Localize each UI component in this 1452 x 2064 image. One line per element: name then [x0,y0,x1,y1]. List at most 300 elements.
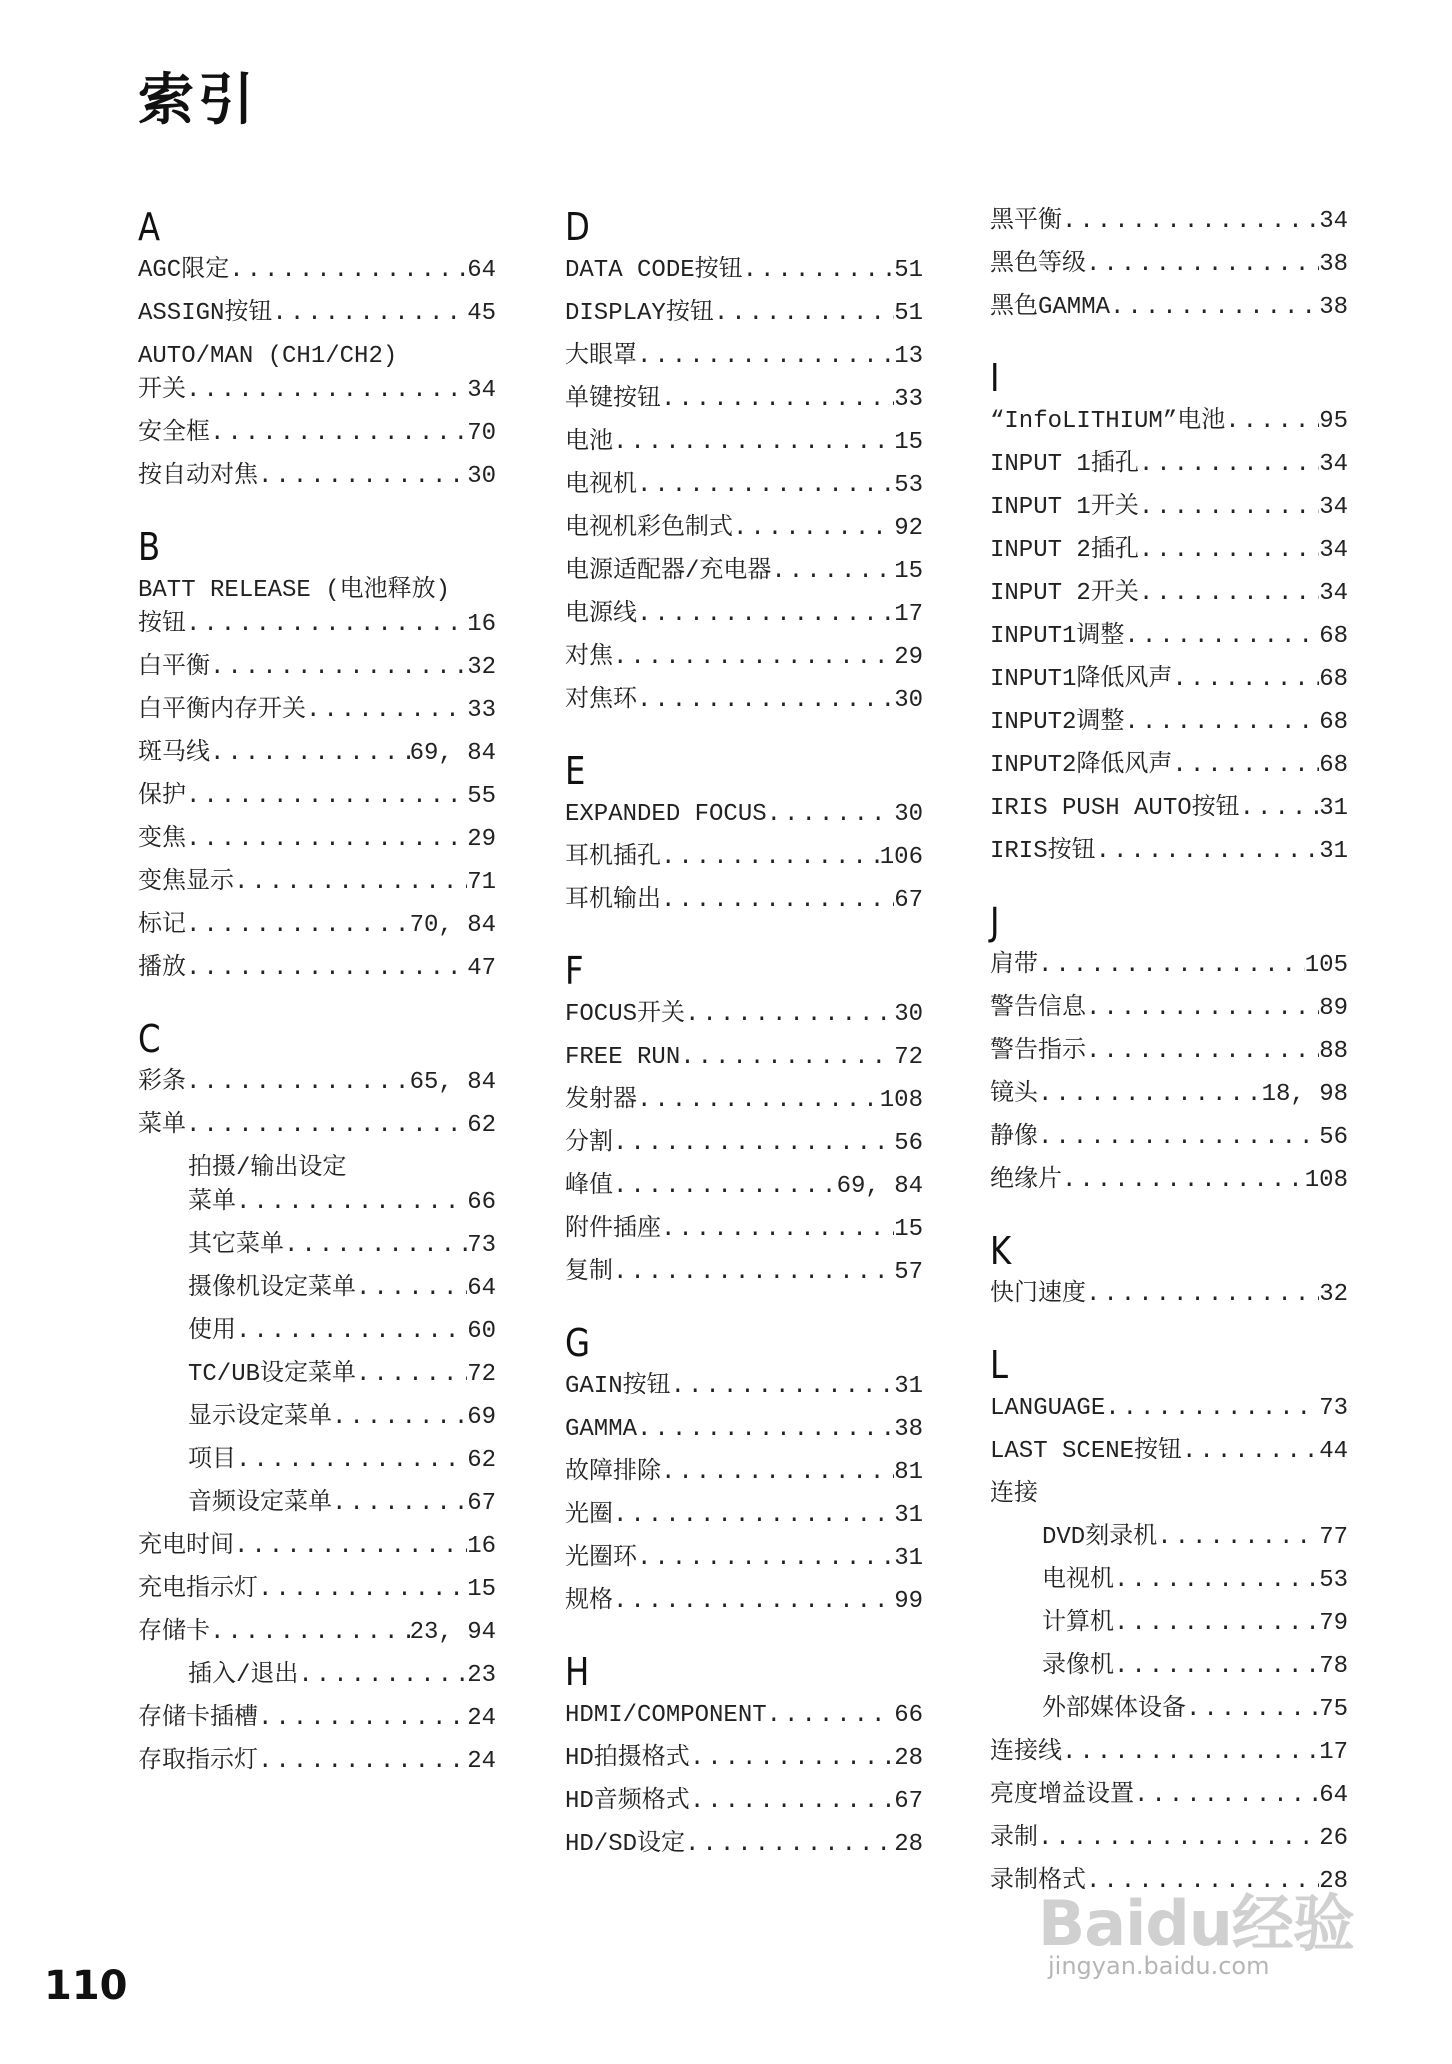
entry-term: 对焦环 [565,687,637,714]
entry-term: 电源线 [565,601,637,628]
entry-term: 大眼罩 [565,343,637,370]
leader-dots [733,512,894,546]
index-entry [990,1121,1348,1155]
section-letter: D [565,205,590,249]
leader-dots [229,254,467,288]
leader-dots [613,641,894,675]
entry-page-ref: 57 [894,1259,923,1286]
watermark-url: jingyan.baidu.com [1048,1952,1270,1980]
entry-term: 白平衡 [138,654,210,681]
index-entry [990,1035,1348,1069]
entry-term: 静像 [990,1124,1038,1151]
index-entry [138,1444,496,1478]
section-letter: A [138,205,161,249]
index-entry [565,1213,923,1247]
index-section [565,744,923,918]
leader-dots [284,1229,467,1263]
index-section [565,200,923,718]
leader-dots [637,1084,880,1118]
page-number: 110 [44,1963,128,2009]
leader-dots [690,1742,894,1776]
index-entry [138,1530,496,1564]
leader-dots [236,1186,467,1220]
entry-term: 镜头 [990,1081,1038,1108]
entry-page-ref: 31 [1319,795,1348,822]
entry-page-ref: 69, 84 [836,1173,923,1200]
entry-term: 故障排除 [565,1459,661,1486]
leader-dots [685,1828,894,1862]
index-entry [565,884,923,918]
entry-page-ref: 15 [894,429,923,456]
leader-dots [613,1499,894,1533]
leader-dots [714,297,894,331]
entry-page-ref: 88 [1319,1038,1348,1065]
entry-page-ref: 15 [894,1216,923,1243]
entry-term: 菜单 [138,1112,186,1139]
entry-term: 计算机 [1042,1610,1114,1637]
leader-dots [1096,835,1320,869]
leader-dots [258,460,467,494]
entry-term: 项目 [188,1447,236,1474]
entry-page-ref: 66 [467,1189,496,1216]
entry-page-ref: 53 [1319,1567,1348,1594]
index-column-1 [138,200,496,1805]
entry-page-ref: 67 [894,887,923,914]
index-entry [565,1170,923,1204]
index-entry [990,706,1348,740]
index-entry [990,1078,1348,1112]
leader-dots [1124,620,1319,654]
index-entry [990,1693,1348,1727]
entry-term: INPUT 2插孔 [990,537,1139,564]
entry-page-ref: 70 [467,420,496,447]
entry-page-ref: 24 [467,1748,496,1775]
entry-page-ref: 38 [894,1416,923,1443]
entry-page-ref: 108 [1304,1167,1348,1194]
entry-term: 存储卡插槽 [138,1705,258,1732]
index-entry [565,512,923,546]
leader-dots [1114,1564,1319,1598]
entry-page-ref: 28 [894,1745,923,1772]
index-column-3 [990,205,1348,1925]
entry-page-ref: 24 [467,1705,496,1732]
index-entry [565,469,923,503]
leader-dots [1114,1607,1319,1641]
index-entry [990,448,1348,482]
entry-term: 电视机 [565,472,637,499]
entry-term: 白平衡内存开关 [138,697,306,724]
leader-dots [298,1659,467,1693]
leader-dots [771,555,894,589]
entry-term: 安全框 [138,420,210,447]
index-entry [138,1573,496,1607]
entry-term: 存取指示灯 [138,1748,258,1775]
entry-page-ref: 30 [894,687,923,714]
index-entry [990,835,1348,869]
entry-term: 黑平衡 [990,208,1062,235]
index-entry [138,417,496,451]
entry-term: 录制格式 [990,1868,1086,1895]
entry-term: 音频设定菜单 [188,1490,332,1517]
index-entry [138,1745,496,1779]
entry-page-ref: 70, 84 [409,912,496,939]
entry-page-ref: 15 [467,1576,496,1603]
entry-term: 录像机 [1042,1653,1114,1680]
entry-page-ref: 105 [1304,952,1348,979]
leader-dots [1038,1121,1319,1155]
index-entry [138,651,496,685]
entry-term: 录制 [990,1825,1038,1852]
leader-dots [186,608,467,642]
entry-term: INPUT1调整 [990,623,1125,650]
leader-dots [1086,1035,1319,1069]
leader-dots [637,1413,894,1447]
entry-page-ref: 69 [467,1404,496,1431]
leader-dots [613,426,894,460]
entry-page-ref: 69, 84 [409,740,496,767]
leader-dots [186,374,467,408]
entry-term: HD音频格式 [565,1788,690,1815]
index-section [990,205,1348,325]
index-entry [565,1256,923,1290]
section-letter: G [565,1321,591,1365]
index-entry [138,909,496,943]
entry-page-ref: 66 [894,1702,923,1729]
leader-dots [1182,1435,1319,1469]
entry-page-ref: 34 [1319,537,1348,564]
index-entry [565,1456,923,1490]
leader-dots [1139,534,1319,568]
entry-term: 开关 [138,377,186,404]
leader-dots [1114,1650,1319,1684]
entry-page-ref: 28 [1319,1868,1348,1895]
watermark-logo: Baidu经验 [1038,1887,1354,1960]
entry-page-ref: 29 [894,644,923,671]
entry-page-ref: 56 [1319,1124,1348,1151]
leader-dots [258,1745,467,1779]
leader-dots [680,1041,894,1075]
entry-page-ref: 99 [894,1588,923,1615]
entry-page-ref: 81 [894,1459,923,1486]
entry-term: 分割 [565,1130,613,1157]
entry-term: 变焦 [138,826,186,853]
leader-dots [637,684,894,718]
entry-term: INPUT 1插孔 [990,451,1139,478]
entry-term: HD拍摄格式 [565,1745,690,1772]
page-title: 索引 [138,68,258,133]
leader-dots [637,340,894,374]
entry-term: LANGUAGE [990,1395,1106,1422]
entry-page-ref: 34 [1319,208,1348,235]
entry-page-ref: 72 [467,1361,496,1388]
index-entry [138,1066,496,1100]
leader-dots [210,1616,410,1650]
index-entry [565,555,923,589]
index-entry [138,952,496,986]
leader-dots [1062,1736,1319,1770]
entry-term: TC/UB设定菜单 [188,1361,357,1388]
leader-dots [1105,1392,1319,1426]
index-entry [990,248,1348,282]
entry-page-ref: 64 [467,1275,496,1302]
index-entry [138,1315,496,1349]
entry-term: 警告信息 [990,995,1086,1022]
leader-dots [1062,1164,1305,1198]
leader-dots [210,737,410,771]
section-letter: F [565,949,584,993]
entry-term: 电视机 [1042,1567,1114,1594]
index-entry [990,1650,1348,1684]
leader-dots [613,1127,894,1161]
leader-dots [671,1370,895,1404]
entry-term: 发射器 [565,1087,637,1114]
entry-page-ref: 34 [467,377,496,404]
entry-term: AGC限定 [138,257,230,284]
index-section [138,200,496,494]
entry-term: INPUT 1开关 [990,494,1139,521]
entry-term: 按钮 [138,611,186,638]
entry-term: 使用 [188,1318,236,1345]
entry-term: 电视机彩色制式 [565,515,733,542]
entry-term: 峰值 [565,1173,613,1200]
entry-page-ref: 108 [879,1087,923,1114]
leader-dots [1086,992,1319,1026]
entry-page-ref: 68 [1319,709,1348,736]
index-entry [990,1736,1348,1770]
entry-page-ref: 16 [467,1533,496,1560]
entry-page-ref: 78 [1319,1653,1348,1680]
index-entry [138,374,496,408]
entry-page-ref: 73 [1319,1395,1348,1422]
leader-dots [661,1456,894,1490]
entry-term: 亮度增益设置 [990,1782,1134,1809]
entry-term: 电源适配器/充电器 [565,558,772,585]
entry-page-ref: 68 [1319,666,1348,693]
entry-term: IRIS按钮 [990,838,1096,865]
entry-term: 单键按钮 [565,386,661,413]
entry-term: 附件插座 [565,1216,661,1243]
index-entry [565,1413,923,1447]
leader-dots [1134,1779,1319,1813]
leader-dots [743,254,895,288]
index-entry [565,1742,923,1776]
entry-term: DATA CODE按钮 [565,257,743,284]
index-entry [138,1272,496,1306]
entry-term: ASSIGN按钮 [138,300,273,327]
entry-term: EXPANDED FOCUS [565,801,767,828]
entry-page-ref: 28 [894,1831,923,1858]
entry-term: 其它菜单 [188,1232,284,1259]
entry-page-ref: 31 [894,1373,923,1400]
leader-dots [1240,792,1320,826]
entry-page-ref: 64 [1319,1782,1348,1809]
leader-dots [1139,491,1319,525]
leader-dots [236,1315,467,1349]
entry-page-ref: 60 [467,1318,496,1345]
index-entry [565,798,923,832]
entry-term: FOCUS开关 [565,1001,686,1028]
entry-term: 肩带 [990,952,1038,979]
section-letter: C [138,1017,161,1061]
entry-page-ref: 45 [467,300,496,327]
leader-dots [661,383,894,417]
leader-dots [1139,577,1319,611]
entry-term: 规格 [565,1588,613,1615]
index-entry [138,1702,496,1736]
leader-dots [661,884,894,918]
entry-page-ref: 17 [894,601,923,628]
index-section [138,1012,496,1779]
entry-page-ref: 62 [467,1447,496,1474]
index-entry [565,1542,923,1576]
section-letter: K [990,1229,1012,1273]
leader-dots [661,1213,894,1247]
index-entry [138,1358,496,1392]
entry-term: DISPLAY按钮 [565,300,714,327]
leader-dots [186,823,467,857]
entry-term: 绝缘片 [990,1167,1062,1194]
index-entry-line: AUTO/MAN (CH1/CH2) [138,343,398,370]
index-entry [138,780,496,814]
leader-dots [356,1358,467,1392]
entry-term: 电池 [565,429,613,456]
index-entry-line: BATT RELEASE (电池释放) [138,577,451,604]
index-entry [138,1229,496,1263]
leader-dots [1225,405,1319,439]
leader-dots [637,1542,894,1576]
index-section [565,1645,923,1862]
entry-term: 显示设定菜单 [188,1404,332,1431]
index-entry [990,405,1348,439]
entry-page-ref: 31 [894,1545,923,1572]
entry-term: 存储卡 [138,1619,210,1646]
entry-page-ref: 17 [1319,1739,1348,1766]
entry-page-ref: 33 [894,386,923,413]
index-entry [990,1564,1348,1598]
entry-page-ref: 72 [894,1044,923,1071]
entry-page-ref: 26 [1319,1825,1348,1852]
entry-term: 彩条 [138,1069,186,1096]
leader-dots [258,1702,467,1736]
index-entry [990,749,1348,783]
index-section [990,895,1348,1198]
leader-dots [236,1444,467,1478]
entry-page-ref: 34 [1319,580,1348,607]
entry-page-ref: 32 [467,654,496,681]
index-entry [990,1478,1348,1512]
entry-term: 连接线 [990,1739,1062,1766]
index-entry [565,1585,923,1619]
entry-term: 警告指示 [990,1038,1086,1065]
section-letter: B [138,525,161,569]
index-entry [990,577,1348,611]
entry-page-ref: 30 [467,463,496,490]
entry-term: 播放 [138,955,186,982]
index-entry-line: 拍摄/输出设定 [188,1155,347,1182]
index-entry [990,291,1348,325]
index-entry [990,1607,1348,1641]
entry-page-ref: 16 [467,611,496,638]
index-entry [565,598,923,632]
index-section [990,1338,1348,1899]
entry-term: HDMI/COMPONENT [565,1702,767,1729]
index-entry [565,1084,923,1118]
index-section [565,1316,923,1619]
leader-dots [210,417,467,451]
index-entry [138,1659,496,1693]
index-entry [990,1521,1348,1555]
index-entry [565,340,923,374]
leader-dots [186,909,410,943]
index-entry [138,737,496,771]
entry-term: INPUT 2开关 [990,580,1139,607]
entry-term: LAST SCENE按钮 [990,1438,1183,1465]
entry-term: 耳机插孔 [565,844,661,871]
index-entry [565,254,923,288]
entry-term: 摄像机设定菜单 [188,1275,356,1302]
leader-dots [690,1785,894,1819]
entry-page-ref: 18, 98 [1261,1081,1348,1108]
index-section [138,520,496,986]
leader-dots [767,1699,895,1733]
index-entry [565,1699,923,1733]
index-entry [990,949,1348,983]
index-entry [565,1127,923,1161]
index-entry [565,1785,923,1819]
index-column-2 [565,200,923,1888]
leader-dots [1086,1278,1319,1312]
leader-dots [637,469,894,503]
entry-term: 充电指示灯 [138,1576,258,1603]
index-entry [138,823,496,857]
entry-term: GAIN按钮 [565,1373,671,1400]
entry-term: INPUT1降低风声 [990,666,1173,693]
leader-dots [1124,706,1319,740]
entry-page-ref: 29 [467,826,496,853]
entry-page-ref: 31 [1319,838,1348,865]
entry-page-ref: 56 [894,1130,923,1157]
entry-term: 充电时间 [138,1533,234,1560]
index-entry [565,426,923,460]
entry-page-ref: 32 [1319,1281,1348,1308]
leader-dots [613,1585,894,1619]
index-entry [990,663,1348,697]
index-entry [990,205,1348,239]
entry-page-ref: 53 [894,472,923,499]
entry-term: FREE RUN [565,1044,681,1071]
entry-term: 黑色GAMMA [990,294,1111,321]
index-entry [565,1499,923,1533]
entry-page-ref: 15 [894,558,923,585]
entry-term: INPUT2降低风声 [990,752,1173,779]
entry-page-ref: 106 [879,844,923,871]
entry-page-ref: 77 [1319,1524,1348,1551]
index-entry [990,1822,1348,1856]
index-entry [138,254,496,288]
index-entry [565,641,923,675]
index-section [990,351,1348,869]
index-entry [138,608,496,642]
index-entry [138,866,496,900]
index-entry [138,1109,496,1143]
entry-term: 菜单 [188,1189,236,1216]
entry-page-ref: 55 [467,783,496,810]
leader-dots [1086,248,1319,282]
entry-term: 黑色等级 [990,251,1086,278]
entry-term: “InfoLITHIUM”电池 [990,408,1226,435]
index-entry [565,684,923,718]
index-entry [138,297,496,331]
